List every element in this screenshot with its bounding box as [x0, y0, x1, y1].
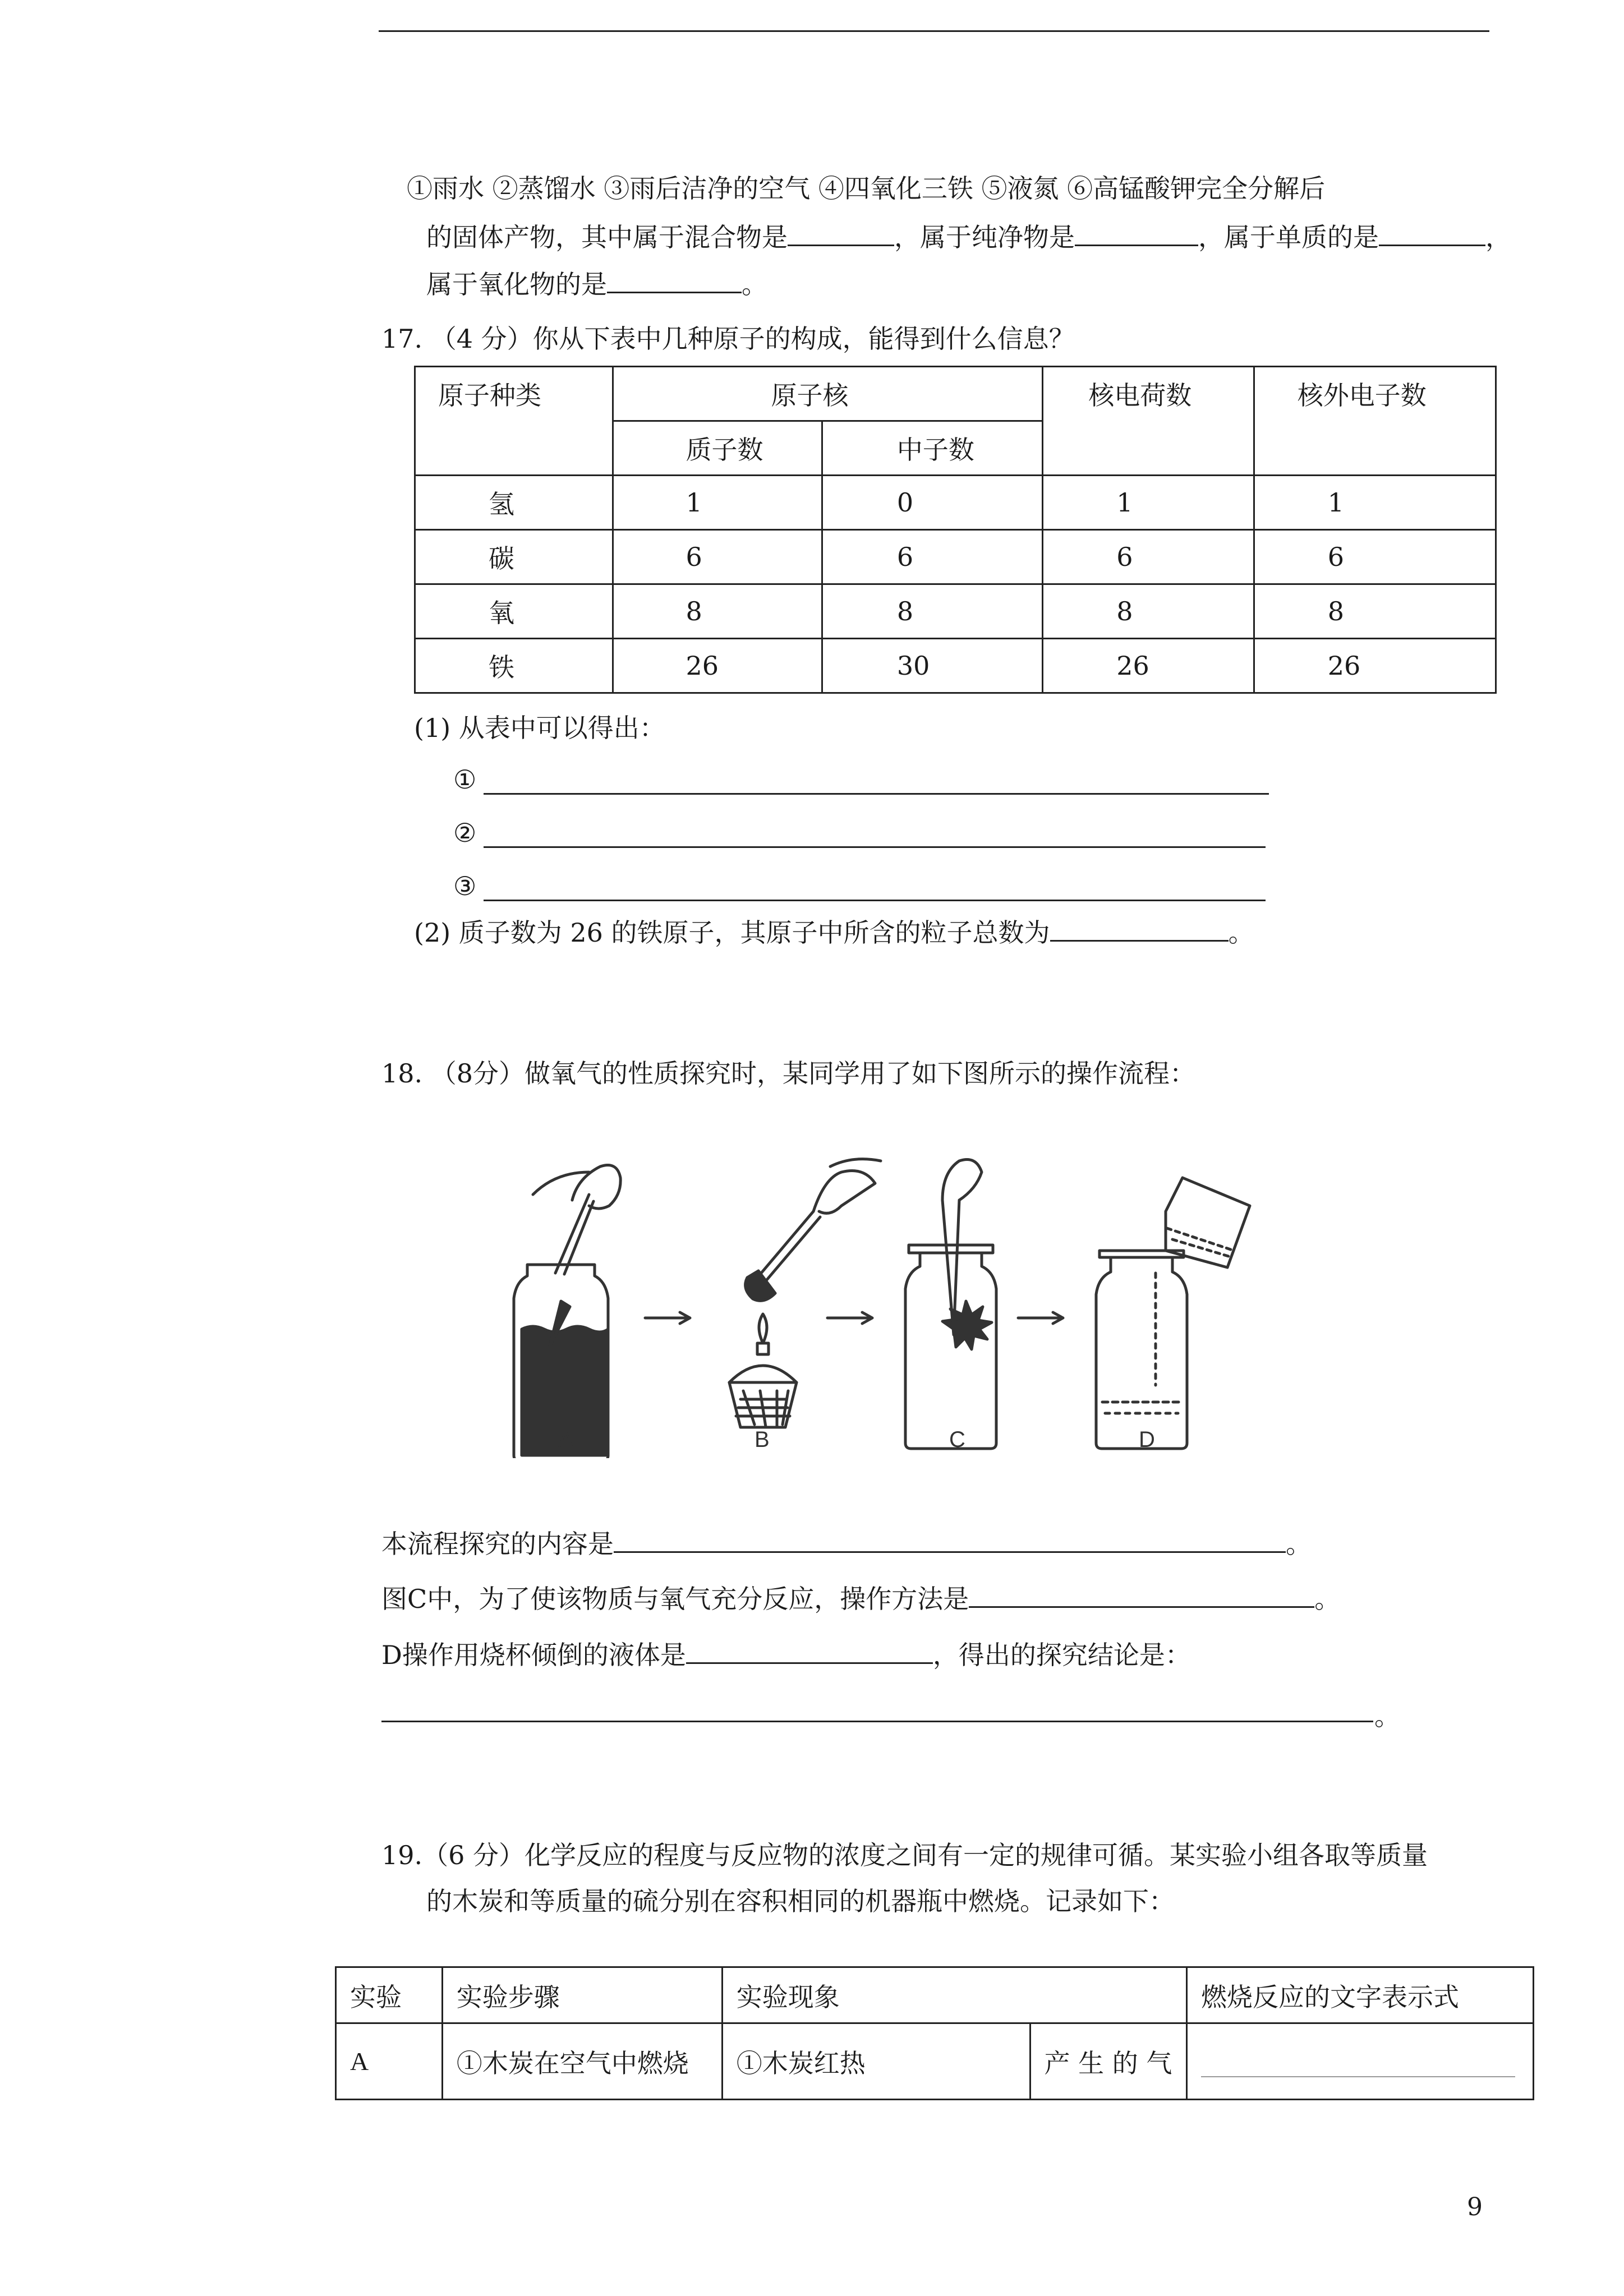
cell-value: 8 — [1043, 584, 1254, 639]
q17-sub2: (2) 质子数为 26 的铁原子，其原子中所含的粒子总数为 。 — [414, 915, 1254, 949]
q19-title: 19.（6 分）化学反应的程度与反应物的浓度之间有一定的规律可循。某实验小组各取等质量 — [381, 1840, 1428, 1870]
cell-value: 1 — [1043, 476, 1254, 530]
q18-title: 18. （8分）做氧气的性质探究时，某同学用了如下图所示的操作流程： — [381, 1058, 1196, 1089]
header-neutron-count: 中子数 — [822, 421, 1042, 476]
table-row — [415, 639, 1496, 693]
cell-value: 6 — [1043, 530, 1254, 584]
atom-name: 铁 — [415, 639, 613, 693]
table-row — [415, 530, 1496, 584]
table-row — [415, 584, 1496, 639]
cell-value: 0 — [822, 476, 1042, 530]
answer-blank-pure[interactable] — [1075, 220, 1198, 246]
q17-item-3-label: ③ — [453, 871, 477, 901]
phenomenon-2: 产 生 的 气 — [1030, 2023, 1187, 2100]
experiment-record-table — [335, 1966, 1534, 2100]
answer-blank-mixture[interactable] — [788, 220, 894, 246]
answer-blank-content[interactable] — [614, 1527, 1286, 1553]
equation-answer-cell[interactable] — [1187, 2023, 1534, 2100]
arrow-icon — [645, 1312, 690, 1324]
alcohol-lamp-icon — [729, 1159, 881, 1427]
q16-line1: ①雨水 ②蒸馏水 ③雨后洁净的空气 ④四氧化三铁 ⑤液氮 ⑥高锰酸钾完全分解后 — [407, 173, 1326, 204]
phenomenon-1: ①木炭红热 — [722, 2023, 1030, 2100]
answer-blank-oxide[interactable] — [607, 267, 742, 293]
answer-line-2[interactable] — [484, 846, 1266, 848]
q17-title: 17. （4 分）你从下表中几种原子的构成，能得到什么信息？ — [381, 324, 1075, 354]
cell-value: 26 — [613, 639, 822, 693]
cell-value: 26 — [1043, 639, 1254, 693]
jar-a-icon — [514, 1165, 620, 1459]
figure-label-d: D — [1139, 1427, 1155, 1452]
q16-line3: 属于氧化物的是 。 — [426, 267, 767, 301]
q18-line2: 图C中，为了使该物质与氧气充分反应，操作方法是 。 — [381, 1582, 1340, 1616]
experiment-id: A — [336, 2023, 443, 2100]
atom-name: 氧 — [415, 584, 613, 639]
cell-value: 8 — [822, 584, 1042, 639]
cell-value: 30 — [822, 639, 1042, 693]
q16-line2: 的固体产物，其中属于混合物是 ，属于纯净物是 ，属于单质的是 ， — [426, 220, 1511, 254]
table-row — [415, 476, 1496, 530]
cell-value: 6 — [1254, 530, 1496, 584]
answer-blank-element[interactable] — [1379, 220, 1485, 246]
header-phenomenon: 实验现象 — [722, 1967, 1186, 2023]
jar-c-icon — [905, 1160, 996, 1449]
page-number: 9 — [1467, 2193, 1483, 2221]
cell-value: 6 — [822, 530, 1042, 584]
atom-structure-table — [414, 366, 1497, 694]
q17-sub1: (1) 从表中可以得出： — [414, 713, 665, 743]
figure-label-b: B — [755, 1427, 770, 1452]
answer-blank-method[interactable] — [969, 1582, 1314, 1608]
jar-d-icon — [1096, 1178, 1250, 1449]
answer-blank-liquid[interactable] — [686, 1638, 933, 1664]
cell-value: 8 — [613, 584, 822, 639]
atom-name: 氢 — [415, 476, 613, 530]
answer-line-equation[interactable] — [1201, 2051, 1515, 2077]
table-row — [336, 2023, 1534, 2100]
q18-line4-end: 。 — [1374, 1701, 1400, 1731]
header-atom-type: 原子种类 — [415, 367, 613, 476]
answer-line-1[interactable] — [484, 793, 1269, 795]
experiment-step: ①木炭在空气中燃烧 — [442, 2023, 722, 2100]
header-proton-count: 质子数 — [613, 421, 822, 476]
answer-blank-particle-total[interactable] — [1050, 915, 1229, 942]
q17-item-2-label: ② — [453, 818, 477, 848]
cell-value: 26 — [1254, 639, 1496, 693]
header-nuclear-charge: 核电荷数 — [1043, 367, 1254, 476]
header-nucleus: 原子核 — [613, 367, 1043, 421]
cell-value: 6 — [613, 530, 822, 584]
arrow-icon — [1018, 1312, 1063, 1324]
header-rule — [379, 30, 1489, 32]
cell-value: 1 — [613, 476, 822, 530]
q19-title2: 的木炭和等质量的硫分别在容积相同的机器瓶中燃烧。记录如下： — [426, 1886, 1175, 1916]
cell-value: 1 — [1254, 476, 1496, 530]
beaker-icon — [1166, 1178, 1250, 1267]
arrow-icon — [827, 1312, 872, 1324]
header-experiment: 实验 — [336, 1967, 443, 2023]
header-electron-count: 核外电子数 — [1254, 367, 1496, 476]
figure-label-a: A — [558, 1427, 573, 1452]
answer-line-conclusion[interactable] — [381, 1721, 1373, 1722]
figure-label-c: C — [949, 1427, 965, 1452]
q18-line1: 本流程探究的内容是 。 — [381, 1527, 1312, 1561]
q18-line3: D操作用烧杯倾倒的液体是 ，得出的探究结论是： — [381, 1638, 1191, 1672]
cell-value: 8 — [1254, 584, 1496, 639]
header-steps: 实验步骤 — [442, 1967, 722, 2023]
atom-name: 碳 — [415, 530, 613, 584]
header-equation: 燃烧反应的文字表示式 — [1187, 1967, 1534, 2023]
q17-item-1-label: ① — [453, 764, 477, 795]
experiment-flow-figure — [494, 1144, 1268, 1458]
answer-line-3[interactable] — [484, 900, 1266, 901]
